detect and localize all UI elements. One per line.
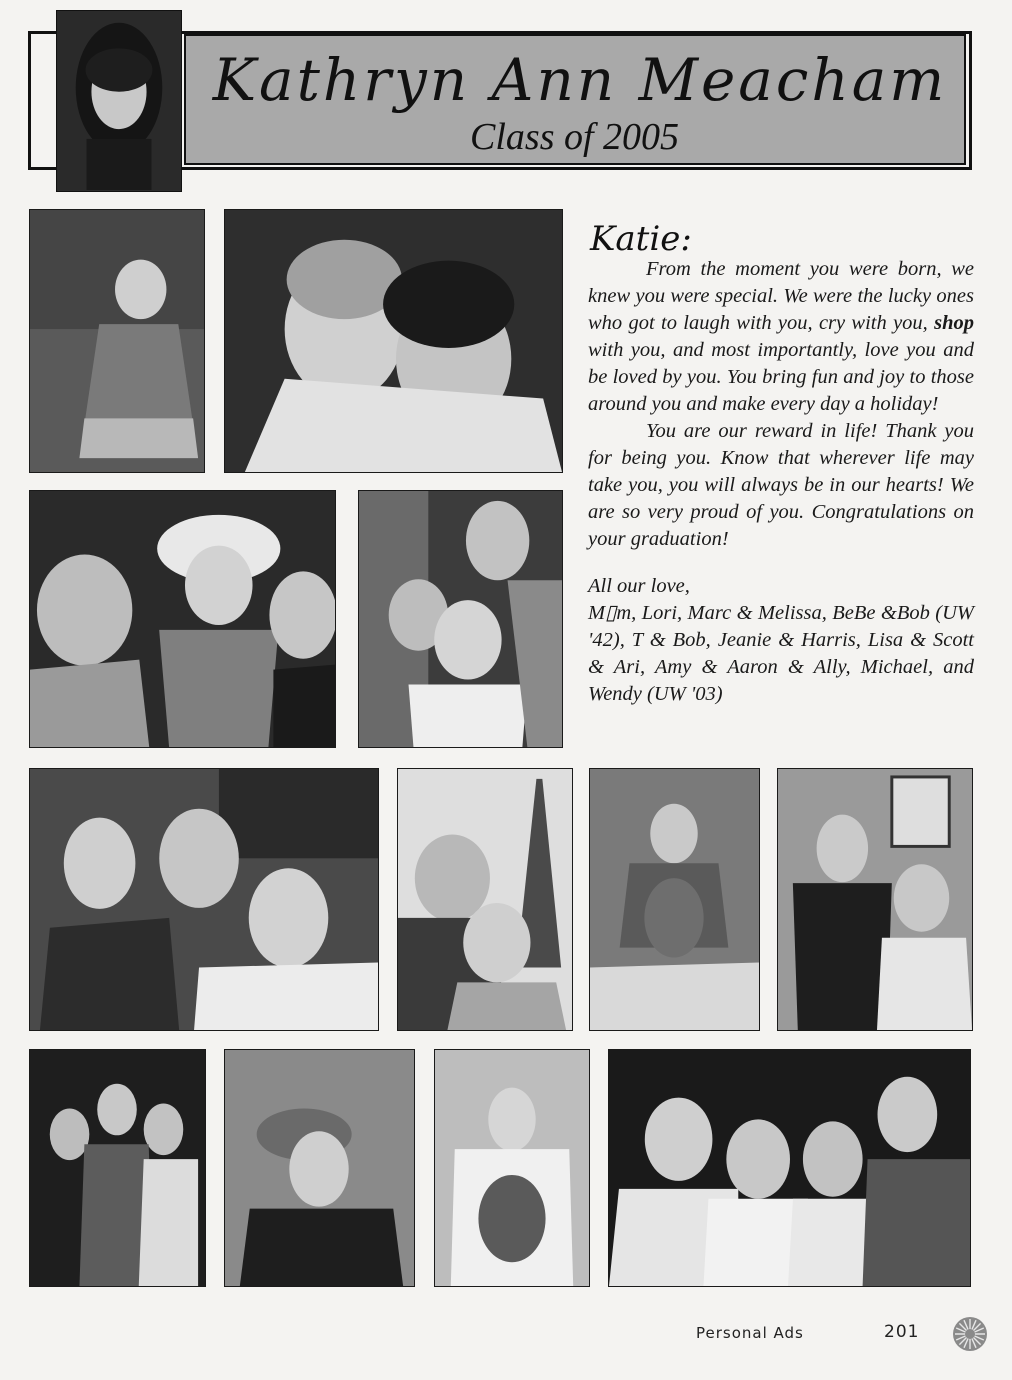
photo-girl-with-teddy-bear	[434, 1049, 590, 1287]
letter-signatures: M▯m, Lori, Marc & Melissa, BeBe &Bob (UW '42), T & Bob, Jeanie & Harris, Lisa & Scott & Ari, Amy & Aaron & Ally, Michael, and Wendy (UW '03)	[588, 602, 974, 705]
letter-paragraph-1: From the moment you were born, we knew you were special. We were the lucky ones who got to laugh with you, cry with you, shop with you, and most importantly, love you and be loved by you. You bring fun and joy to those around you and make every day a holiday!	[588, 258, 974, 415]
student-name: Kathryn Ann Meacham	[212, 46, 948, 114]
senior-portrait-photo	[56, 10, 182, 192]
sunburst-icon	[952, 1316, 988, 1352]
photo-siblings-group	[29, 768, 379, 1031]
photo-three-girls	[29, 1049, 206, 1287]
photo-girl-cowboy-hat-laughing	[224, 1049, 415, 1287]
photo-girl-with-mother	[224, 209, 563, 473]
letter-closing: All our love,	[588, 575, 690, 597]
footer-section-label: Personal Ads	[696, 1324, 804, 1342]
photo-girl-with-parents	[358, 490, 563, 748]
photo-toddler	[29, 209, 205, 473]
letter-body	[588, 256, 974, 708]
photo-couple-formal	[777, 768, 973, 1031]
bold-word: shop	[934, 312, 974, 334]
photo-girl-with-dog	[589, 768, 760, 1031]
page-number: 201	[884, 1322, 920, 1342]
photo-family-graduation	[608, 1049, 971, 1287]
letter-paragraph-2: You are our reward in life! Thank you for being you. Know that wherever life may take you, you will always be in our hearts! We are so very proud of you. Congratulations on your graduation!	[588, 420, 974, 550]
photo-girl-cowboy-hat-grandparents	[29, 490, 336, 748]
letter-salutation: Katie:	[590, 219, 692, 259]
photo-eiffel-tower	[397, 768, 573, 1031]
class-year: Class of 2005	[470, 116, 680, 158]
